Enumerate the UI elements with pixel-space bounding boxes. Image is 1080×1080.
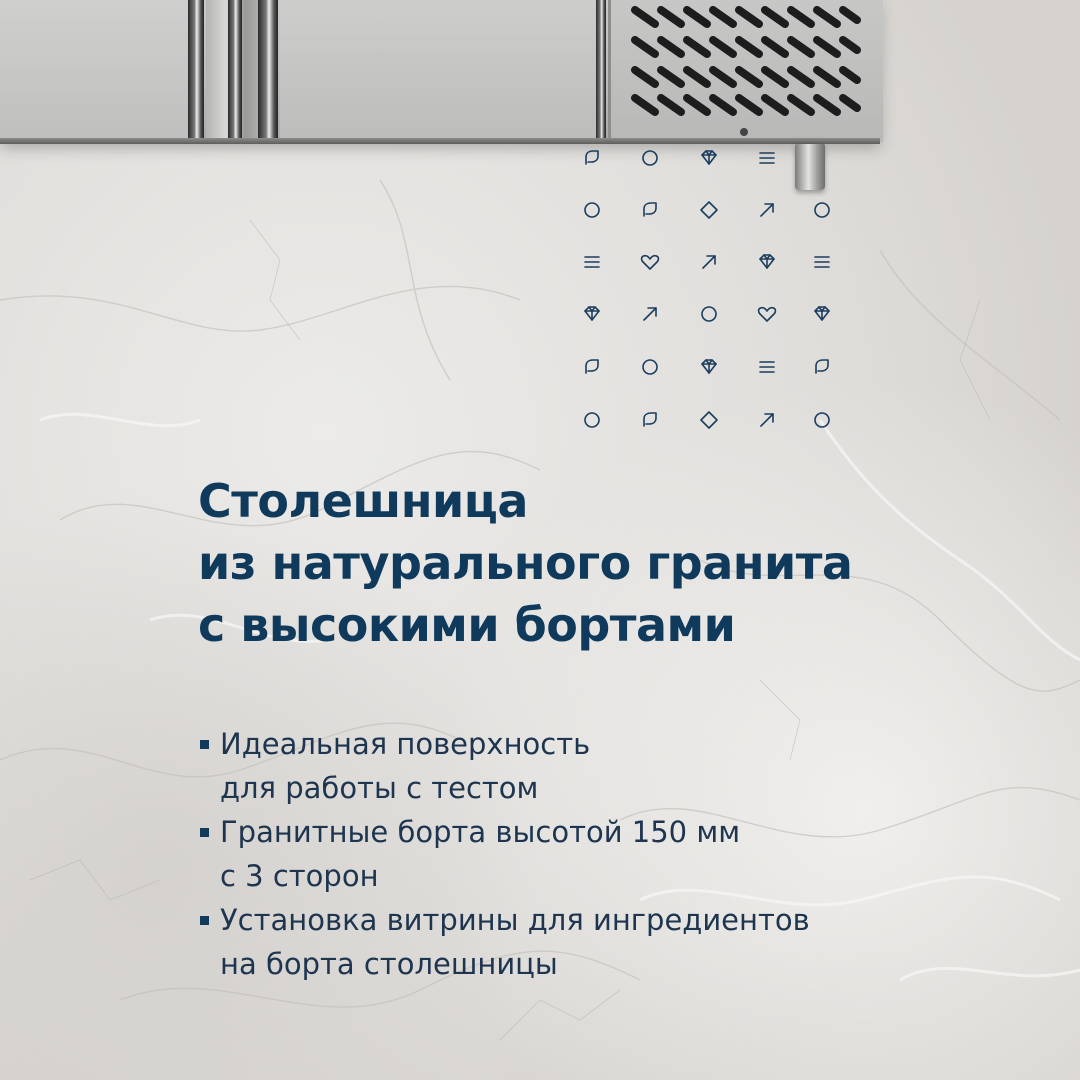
heart-icon bbox=[747, 294, 787, 334]
feature-text: с 3 сторон bbox=[220, 859, 379, 893]
diamond-gem-icon bbox=[689, 347, 729, 387]
feature-item bbox=[198, 898, 918, 986]
left-door bbox=[0, 0, 190, 142]
feature-text: на борта столешницы bbox=[220, 947, 558, 981]
bullet-square-icon bbox=[200, 916, 209, 925]
door-seal bbox=[188, 0, 204, 142]
circle-icon bbox=[802, 400, 842, 440]
lines-icon bbox=[572, 242, 612, 282]
diamond-gem-icon bbox=[572, 294, 612, 334]
feature-text: Идеальная поверхность bbox=[220, 727, 591, 761]
leaf-icon bbox=[572, 138, 612, 178]
lines-icon bbox=[747, 347, 787, 387]
feature-text: Гранитные борта высотой 150 мм bbox=[220, 815, 741, 849]
middle-door bbox=[280, 0, 596, 142]
feature-item bbox=[198, 810, 918, 898]
diamond-gem-icon bbox=[747, 242, 787, 282]
door-seal bbox=[258, 0, 278, 142]
leaf-icon bbox=[802, 347, 842, 387]
leaf-icon bbox=[630, 190, 670, 230]
bullet-square-icon bbox=[200, 828, 209, 837]
feature-list bbox=[198, 722, 918, 986]
bullet-square-icon bbox=[200, 740, 209, 749]
door-seal bbox=[596, 0, 606, 142]
headline-line-3: с высокими бортами bbox=[198, 598, 736, 652]
rhombus-icon bbox=[689, 190, 729, 230]
vent-panel bbox=[608, 0, 883, 142]
door-seal bbox=[228, 0, 242, 142]
lines-icon bbox=[802, 242, 842, 282]
circle-icon bbox=[630, 138, 670, 178]
arrow-icon bbox=[747, 400, 787, 440]
feature-text: Установка витрины для ингредиентов bbox=[220, 903, 810, 937]
rhombus-icon bbox=[689, 400, 729, 440]
circle-icon bbox=[802, 190, 842, 230]
arrow-icon bbox=[630, 294, 670, 334]
lines-icon bbox=[747, 138, 787, 178]
icon-grid bbox=[566, 134, 856, 444]
circle-icon bbox=[630, 347, 670, 387]
circle-icon bbox=[572, 190, 612, 230]
diamond-gem-icon bbox=[689, 138, 729, 178]
circle-icon bbox=[689, 294, 729, 334]
circle-icon bbox=[572, 400, 612, 440]
feature-text: для работы с тестом bbox=[220, 771, 539, 805]
headline bbox=[198, 470, 958, 656]
headline-line-1: Столешница bbox=[198, 474, 528, 528]
leaf-icon bbox=[630, 400, 670, 440]
vent-grille bbox=[611, 0, 883, 142]
arrow-icon bbox=[689, 242, 729, 282]
leaf-icon bbox=[572, 347, 612, 387]
headline-line-2: из натурального гранита bbox=[198, 536, 853, 590]
heart-icon bbox=[630, 242, 670, 282]
refrigerated-counter bbox=[0, 0, 880, 146]
feature-item bbox=[198, 722, 918, 810]
arrow-icon bbox=[747, 190, 787, 230]
diamond-gem-icon bbox=[802, 294, 842, 334]
